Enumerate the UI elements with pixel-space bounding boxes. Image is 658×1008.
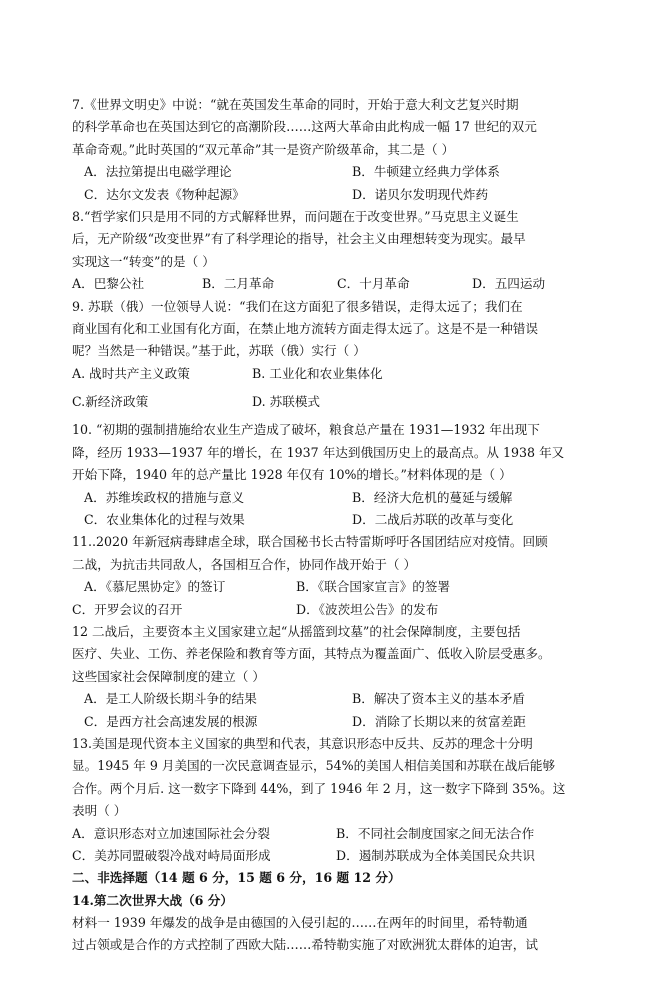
question-7 [72, 94, 592, 206]
section-heading: 二、非选择题（14 题 6 分，15 题 6 分，16 题 12 分） [72, 870, 401, 886]
question-9 [72, 296, 592, 414]
option-c[interactable]: C.新经济政策 [72, 394, 149, 410]
question-text-line: 合作。两个月后. 这一数字下降到 44%，到了 1946 年 2 月，这一数字下降到 35%。这 [72, 780, 566, 796]
option-b[interactable]: B．解决了资本主义的基本矛盾 [352, 691, 525, 707]
question-text-line: 13.美国是现代资本主义国家的典型和代表，其意识形态中反共、反苏的理念十分明 [72, 735, 533, 751]
question-12 [72, 621, 592, 733]
question-text-line: 后，无产阶级“改变世界”有了科学理论的指导，社会主义由理想转变为现实。最早 [72, 231, 526, 247]
question-13 [72, 733, 592, 867]
option-b[interactable]: B．牛顿建立经典力学体系 [352, 164, 500, 180]
question-text-line: 11..2020 年新冠病毒肆虐全球，联合国秘书长古特雷斯呼吁各国团结应对疫情。回顾 [72, 534, 548, 550]
question-text-line: 革命奇观。”此时英国的“双元革命”其一是资产阶级革命，其二是（ ） [72, 141, 455, 157]
option-row [72, 273, 592, 295]
option-c[interactable]: C．开罗会议的召开 [72, 601, 183, 617]
option-b[interactable]: B．不同社会制度国家之间无法合作 [336, 825, 535, 841]
question-8 [72, 206, 592, 296]
exam-page [72, 94, 592, 957]
option-row [72, 487, 592, 509]
option-d[interactable]: D．诺贝尔发明现代炸药 [352, 186, 489, 202]
question-text-line: 开始下降，1940 年的总产量比 1928 年仅有 10%的增长。”材料体现的是（ ） [72, 467, 512, 483]
option-a[interactable]: A．意识形态对立加速国际社会分裂 [72, 825, 271, 841]
option-row [72, 823, 592, 845]
option-row [72, 184, 592, 206]
option-b[interactable]: B．《联合国家宣言》的签署 [296, 579, 451, 595]
option-row [72, 599, 592, 621]
option-row [72, 363, 592, 385]
question-text-line: 表明（ ） [72, 803, 127, 819]
question-text-line: 12 二战后，主要资本主义国家建立起“从摇篮到坟墓”的社会保障制度，主要包括 [72, 623, 521, 639]
question-text-line: 的科学革命也在英国达到它的高潮阶段……这两大革命由此构成一幅 17 世纪的双元 [72, 119, 537, 135]
question-text-line: 实现这一“转变”的是（ ） [72, 253, 215, 269]
option-c[interactable]: C．十月革命 [337, 276, 410, 292]
question-text-line: 商业国有化和工业国有化方面，在禁止地方流转方面走得太远了。这是不是一种错误 [72, 320, 538, 336]
option-a[interactable]: A．《慕尼黑协定》的签订 [84, 579, 226, 595]
option-a[interactable]: A．是工人阶级长期斗争的结果 [84, 691, 257, 707]
option-c[interactable]: C．美苏同盟破裂冷战对峙局面形成 [72, 847, 271, 863]
option-row [72, 509, 592, 531]
question-11 [72, 531, 592, 621]
question-text-line: 医疗、失业、工伤、养老保险和教育等方面，其特点为覆盖面广、低收入阶层受惠多。 [72, 646, 551, 662]
option-c[interactable]: C．农业集体化的过程与效果 [84, 512, 245, 528]
option-d[interactable]: D．五四运动 [472, 276, 546, 292]
question-text-line: 8.“哲学家们只是用不同的方式解释世界，而问题在于改变世界。”马克思主义诞生 [72, 208, 519, 224]
question-text-line: 10. “初期的强制措施给农业生产造成了破坏，粮食总产量在 1931—1932 年出现下 [72, 422, 540, 438]
option-b[interactable]: B. 工业化和农业集体化 [252, 365, 383, 381]
option-a[interactable]: A．苏维埃政权的措施与意义 [84, 489, 245, 505]
question-text-line: 降，经历 1933—1937 年的增长，在 1937 年达到俄国历史上的最高点。从 1938 年又 [72, 444, 565, 460]
question-text-line: 呢？当然是一种错误。”基于此，苏联（俄）实行（ ） [72, 343, 366, 359]
option-d[interactable]: D. 苏联模式 [252, 394, 321, 410]
option-row [72, 688, 592, 710]
material-text-line: 过占领或是合作的方式控制了西欧大陆……希特勒实施了对欧洲犹太群体的迫害，试 [72, 937, 538, 953]
option-a[interactable]: A. 战时共产主义政策 [72, 365, 190, 381]
question-14-title: 14.第二次世界大战（6 分） [72, 892, 233, 908]
option-c[interactable]: C．是西方社会高速发展的根源 [84, 713, 258, 729]
option-d[interactable]: D．二战后苏联的改革与变化 [352, 512, 514, 528]
option-d[interactable]: D．遏制苏联成为全体美国民众共识 [336, 847, 536, 863]
option-d[interactable]: D．消除了长期以来的贫富差距 [352, 713, 526, 729]
option-b[interactable]: B．经济大危机的蔓延与缓解 [352, 489, 513, 505]
material-text-line: 材料一 1939 年爆发的战争是由德国的入侵引起的……在两年的时间里，希特勒通 [72, 915, 528, 931]
option-row [72, 711, 592, 733]
question-10 [72, 419, 592, 531]
question-text-line: 这些国家社会保障制度的建立（ ） [72, 668, 265, 684]
option-d[interactable]: D．《波茨坦公告》的发布 [296, 601, 439, 617]
option-a[interactable]: A．巴黎公社 [72, 276, 145, 292]
question-text-line: 9. 苏联（俄）一位领导人说：“我们在这方面犯了很多错误，走得太远了；我们在 [72, 298, 523, 314]
option-b[interactable]: B．二月革命 [202, 276, 275, 292]
question-text-line: 显。1945 年 9 月美国的一次民意调查显示，54%的美国人相信美国和苏联在战后能够 [72, 758, 556, 774]
question-text-line: 7.《世界文明史》中说：“就在英国发生革命的同时，开始于意大利文艺复兴时期 [72, 97, 519, 112]
option-row [72, 576, 592, 598]
option-a[interactable]: A．法拉第提出电磁学理论 [84, 164, 232, 180]
option-c[interactable]: C．达尔文发表《物种起源》 [84, 186, 245, 202]
option-row [72, 845, 592, 867]
option-row [72, 161, 592, 183]
question-text-line: 二战，为抗击共同敌人，各国相互合作，协同作战开始于（ ） [72, 556, 417, 572]
option-row [72, 391, 592, 413]
